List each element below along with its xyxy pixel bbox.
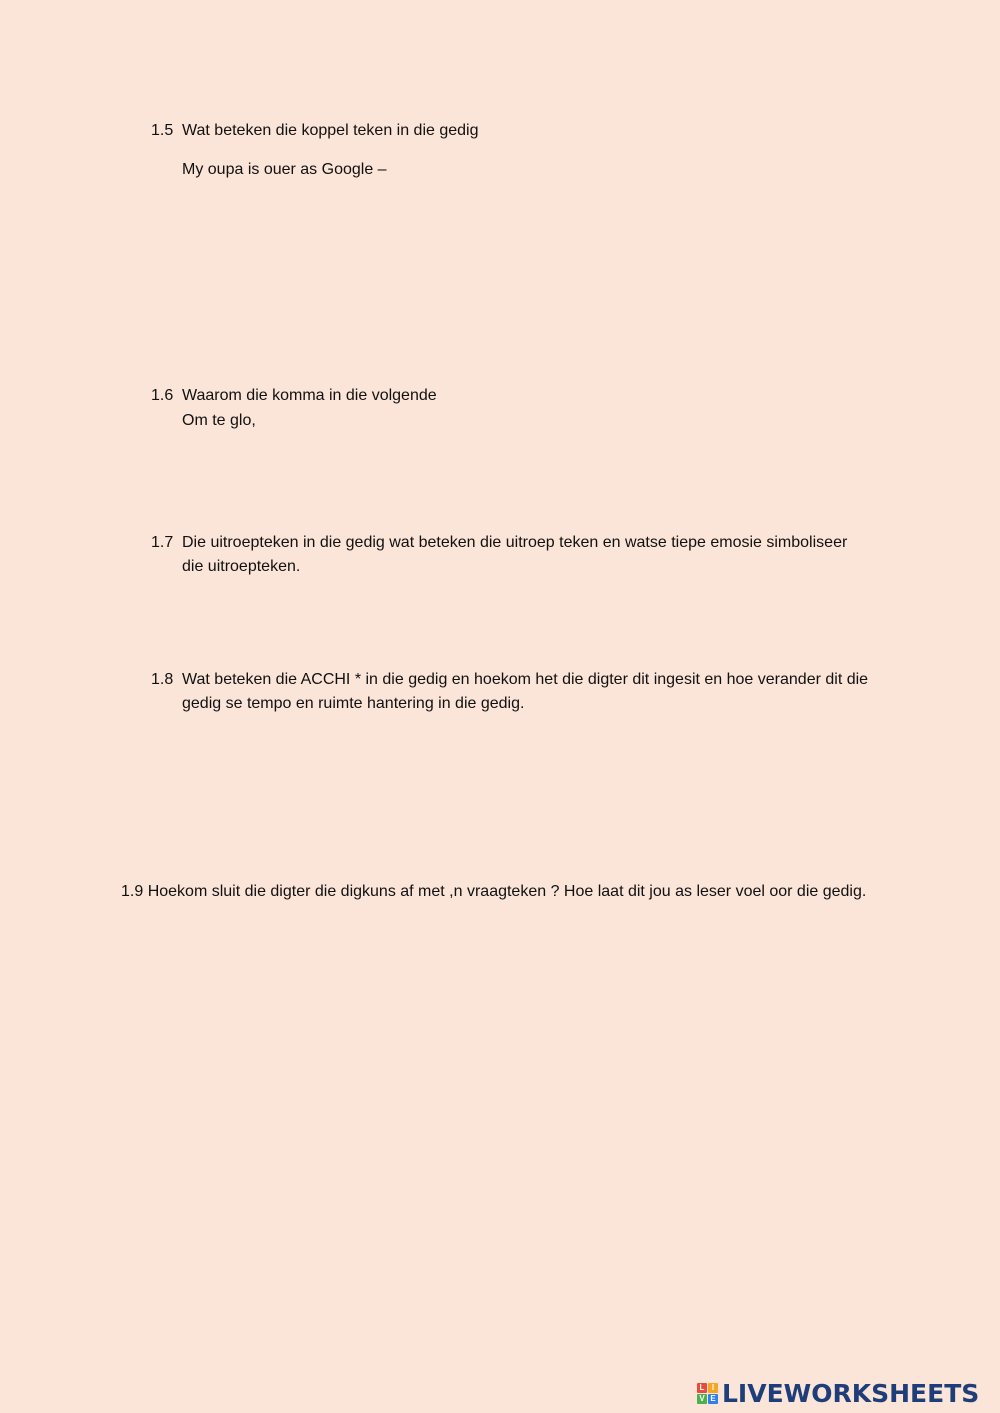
- question-number: 1.5: [151, 122, 174, 139]
- question-1-9: 1.9 Hoekom sluit die digter die digkuns af met ,n vraagteken ? Hoe laat dit jou as leser voel oor die gedig.: [121, 883, 867, 900]
- logo-letter: L: [697, 1383, 707, 1393]
- question-number: 1.7: [151, 534, 174, 551]
- liveworksheets-logo: [697, 1377, 979, 1409]
- question-text: Die uitroepteken in die gedig wat beteken die uitroep teken en watse tiepe emosie simboliseer die uitroepteken.: [182, 534, 848, 575]
- question-text: Wat beteken die koppel teken in die gedig: [182, 122, 479, 139]
- question-number: 1.6: [151, 387, 174, 404]
- question-1-5: [151, 119, 872, 143]
- question-text: Wat beteken die ACCHI * in die gedig en hoekom het die digter dit ingesit en hoe verander dit die gedig se tempo en ruimte hantering in die gedig.: [182, 671, 869, 712]
- question-1-6: [151, 384, 872, 408]
- logo-text: LIVEWORKSHEETS: [722, 1378, 980, 1408]
- question-1-8: [151, 668, 872, 716]
- logo-mark-icon: [697, 1383, 718, 1404]
- logo-letter: V: [697, 1394, 707, 1404]
- question-1-6-quote: Om te glo,: [182, 412, 256, 429]
- logo-letter: E: [708, 1394, 718, 1404]
- question-1-5-quote: My oupa is ouer as Google –: [182, 161, 387, 178]
- question-text: Waarom die komma in die volgende: [182, 387, 437, 404]
- logo-letter: I: [708, 1383, 718, 1393]
- question-1-7: [151, 531, 872, 579]
- question-number: 1.8: [151, 671, 174, 688]
